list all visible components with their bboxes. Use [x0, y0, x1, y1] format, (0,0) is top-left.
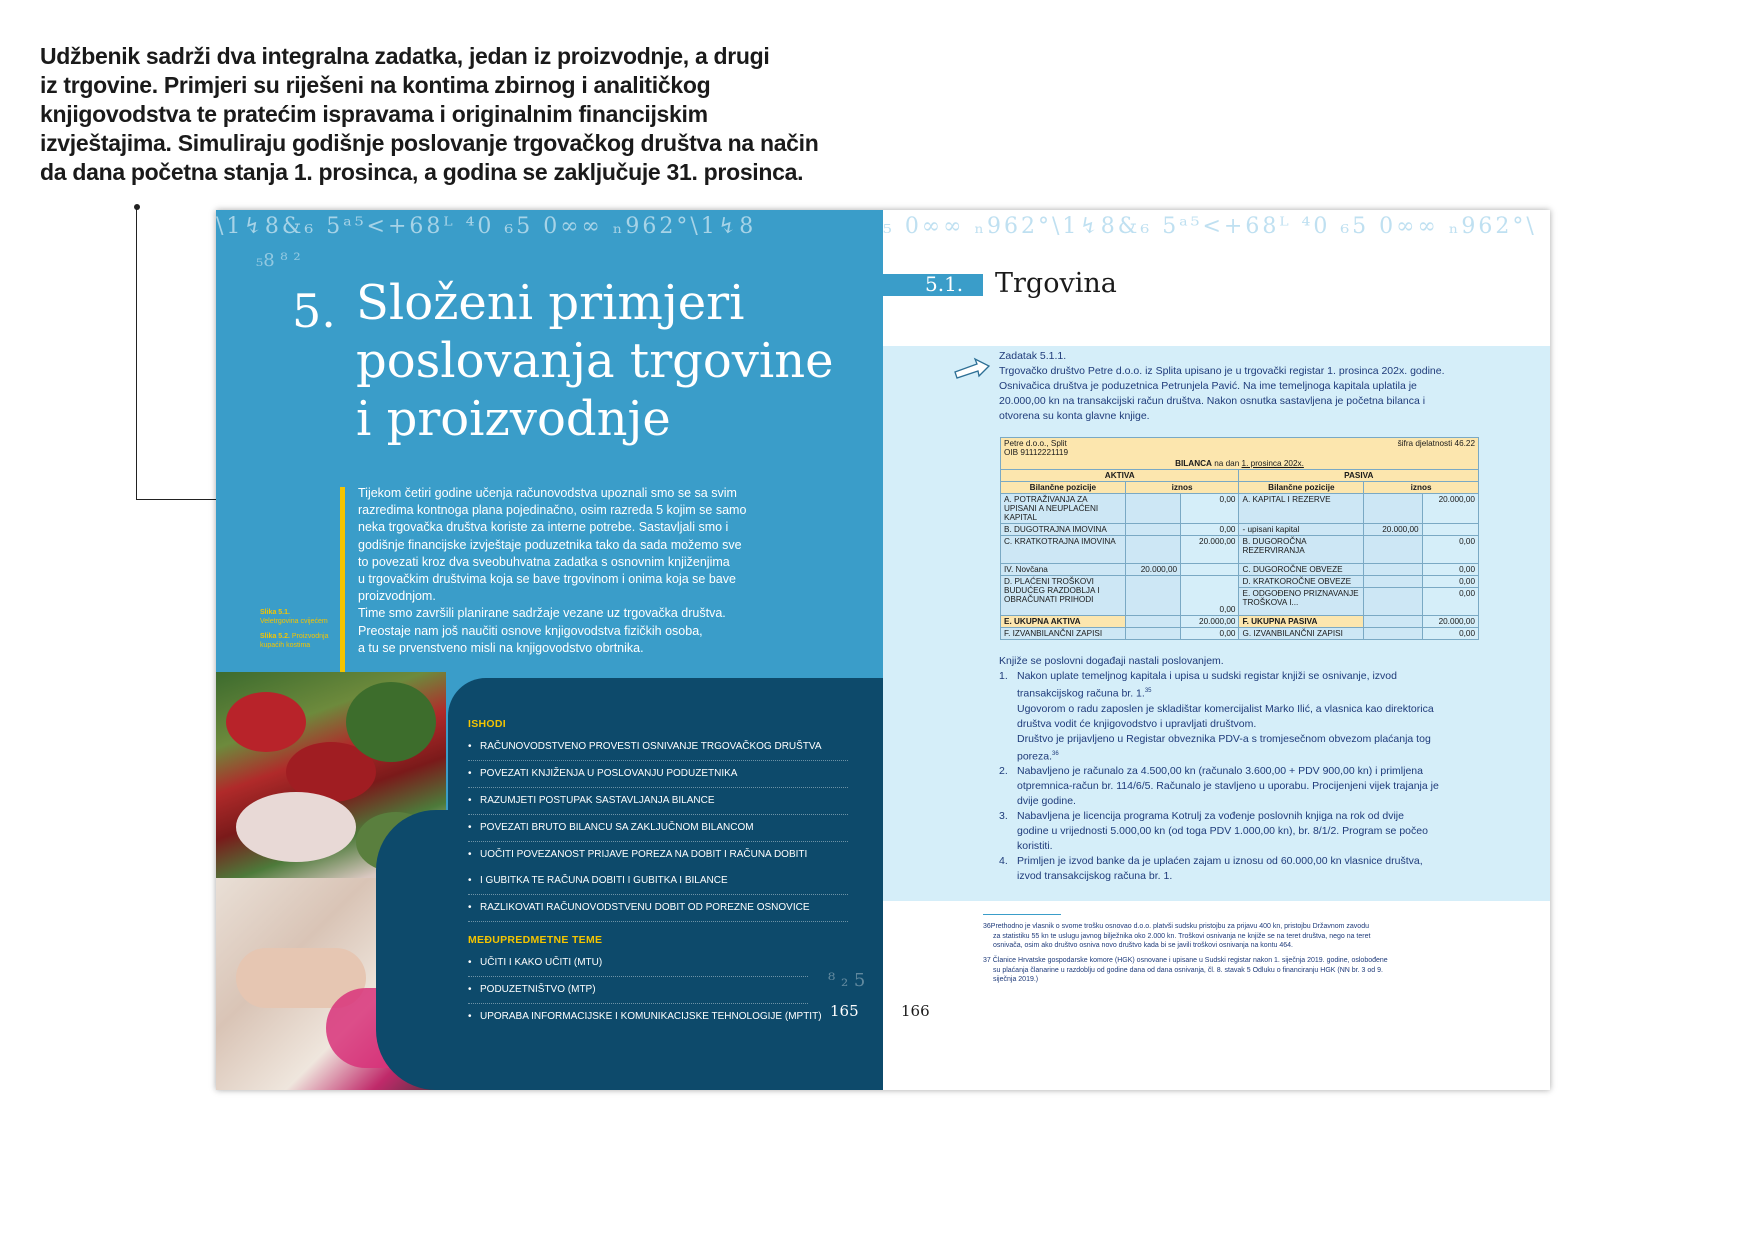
off-balance-label: F. IZVANBILANČNI ZAPISI: [1001, 628, 1126, 640]
table-row: [1001, 564, 1479, 576]
decorative-numbers: ⁸ ₂ 5: [828, 970, 866, 991]
off-balance-amount: 0,00: [1181, 628, 1239, 640]
footnote-line: osnivača, osim ako društvo osniva novo društvo kada bi se javili troškovi osnivanja na kontu 464.: [993, 942, 1293, 949]
pasiva-header: PASIVA: [1239, 470, 1479, 482]
table-cell: 20.000,00: [1364, 524, 1422, 536]
event-item: 1. Nakon uplate temeljnog kapitala i upisa u sudski registar knjiži se osnivanje, izvod: [999, 670, 1397, 682]
intro-para-line: Preostaje nam još naučiti osnove knjigovodstva fizičkih osoba,: [358, 623, 703, 638]
task-line: 20.000,00 kn na transakcijski račun društva. Nakon osnutka sastavljena je početna bilanca i: [999, 395, 1426, 407]
outcome-item: • RAZLIKOVATI RAČUNOVODSTVENU DOBIT OD POREZNE OSNOVICE: [468, 895, 848, 922]
table-cell: B. DUGOROČNA REZERVIRANJA: [1239, 536, 1364, 564]
column-header: iznos: [1364, 482, 1479, 494]
figure-caption: [260, 632, 335, 650]
footnote-line: su plaćanja članarine u razdoblju od godine dana od dana osnivanja, čl. 8. stavak 5 Odluku o financiranju HGK (NN br. 3 od 9.: [993, 966, 1383, 974]
chapter-intro: [358, 485, 758, 657]
intro-line: knjigovodstva te pratećim ispravama i originalnim financijskim: [40, 101, 708, 127]
table-cell: [1364, 588, 1422, 616]
chapter-title-line: Složeni primjeri: [356, 275, 745, 331]
column-header: Bilančne pozicije: [1001, 482, 1126, 494]
footnote: [983, 956, 1423, 985]
page-number: 166: [901, 1002, 930, 1020]
table-cell: [1125, 576, 1180, 616]
outcome-item-continued: • I GUBITKA TE RAČUNA DOBITI I GUBITKA I BILANCE: [468, 868, 848, 895]
intro-line: iz trgovine. Primjeri su riješeni na kontima zbirnog i analitičkog: [40, 72, 711, 98]
activity-code: šifra djelatnosti 46.22: [1397, 439, 1475, 448]
table-cell: C. DUGOROČNE OBVEZE: [1239, 564, 1364, 576]
outcome-item: • RAČUNOVODSTVENO PROVESTI OSNIVANJE TRGOVAČKOG DRUŠTVA: [468, 734, 848, 761]
left-page: [216, 210, 883, 1090]
table-total-row: [1001, 616, 1479, 628]
event-item: 2. Nabavljeno je računalo za 4.500,00 kn (računalo 3.600,00 + PDV 900,00 kn) i primljena: [999, 765, 1423, 777]
event-line: transakcijskog računa br. 1.35: [1017, 687, 1152, 700]
events-list: [999, 654, 1519, 884]
section-title: Trgovina: [995, 268, 1117, 299]
event-line: Ugovorom o radu zaposlen je skladištar komercijalist Marko Ilić, a vlasnica kao direktorica: [1017, 702, 1434, 715]
off-balance-amount: 0,00: [1422, 628, 1478, 640]
chapter-title-line: poslovanja trgovine: [356, 333, 834, 389]
table-cell: D. KRATKOROČNE OBVEZE: [1239, 576, 1364, 588]
intro-para-line: razredima kontnoga plana pojedinačno, osim razreda 5 kojim se samo: [358, 503, 747, 518]
outcome-item: • UOČITI POVEZANOST PRIJAVE POREZA NA DOBIT I RAČUNA DOBITI: [468, 842, 848, 868]
themes-list: [468, 950, 822, 1030]
column-header: Bilančne pozicije: [1239, 482, 1364, 494]
total-aktiva-label: E. UKUPNA AKTIVA: [1001, 616, 1126, 628]
table-cell: 0,00: [1422, 564, 1478, 576]
footnote-line: 36Prethodno je vlasnik o svome trošku osnovao d.o.o. platvši sudsku pristojbu za prijavu 400 kn, pristojbu Državnom zavodu: [983, 923, 1369, 930]
table-title-row: [1001, 458, 1479, 470]
intro-para-line: proizvodnjom.: [358, 589, 436, 604]
intro-line: da dana početna stanja 1. prosinca, a godina se zaključuje 31. prosinca.: [40, 159, 804, 185]
table-cell: A. KAPITAL I REZERVE: [1239, 494, 1364, 524]
intro-para-line: u trgovačkim društvima koja se bave trgovinom i onima koja se bave: [358, 572, 736, 587]
table-cell: [1364, 494, 1422, 524]
theme-item: • PODUZETNIŠTVO (MTP): [468, 977, 808, 1004]
footnote-rule: [983, 914, 1061, 915]
caption-text: Veletrgovina cvijećem: [260, 618, 328, 625]
table-cell: [1181, 564, 1239, 576]
leader-line-vertical: [136, 207, 137, 499]
table-cell: [1125, 524, 1180, 536]
themes-heading: MEĐUPREDMETNE TEME: [468, 934, 603, 946]
table-cell: 20.000,00: [1125, 564, 1180, 576]
chapter-title: [356, 274, 876, 448]
table-row: [1001, 482, 1479, 494]
company-cell: [1001, 438, 1239, 459]
aktiva-header: AKTIVA: [1001, 470, 1239, 482]
activity-code-cell: [1239, 438, 1479, 459]
intro-line: izvještajima. Simuliraju godišnje poslovanje trgovačkog društva na način: [40, 130, 819, 156]
table-cell: [1364, 576, 1422, 588]
event-line: poreza.$^{36}$: [1017, 750, 1059, 762]
table-row: [1001, 470, 1479, 482]
event-line: društva vodit će knjigovodstvo i upravljati društvom.: [1017, 717, 1257, 730]
event-line: godine u vrijednosti 5.000,00 kn (od toga PDV 1.000,00 kn), br. 8/1/2. Program se počeo: [1017, 825, 1428, 837]
event-line: izvod transakcijskog računa br. 1.: [1017, 870, 1173, 882]
accent-bar: [340, 487, 345, 697]
task-text: [999, 349, 1499, 424]
balance-sheet-table: [1000, 437, 1479, 640]
intro-para-line: godišnje financijske izvještaje poduzetnika tako da sada možemo sve: [358, 537, 742, 552]
theme-item: • UČITI I KAKO UČITI (MTU): [468, 950, 808, 977]
decorative-numbers: ₅8 ⁸ ²: [256, 250, 301, 271]
table-header-row: [1001, 438, 1479, 459]
section-number: 5.1.: [925, 272, 964, 296]
column-header: iznos: [1125, 482, 1239, 494]
event-line: Društvo je prijavljeno u Registar obveznika PDV-a s tromjesečnom obvezom plaćanja tog: [1017, 732, 1431, 745]
outcome-item: • POVEZATI KNJIŽENJA U POSLOVANJU PODUZETNIKA: [468, 761, 848, 788]
company-name: Petre d.o.o., Split: [1004, 439, 1067, 448]
table-row: [1001, 524, 1479, 536]
outcomes-heading: ISHODI: [468, 718, 506, 730]
table-cell: E. ODGOĐENO PRIZNAVANJE TROŠKOVA I...: [1239, 588, 1364, 616]
intro-para-line: a tu se prvenstveno misli na knjigovodstvo obrtnika.: [358, 640, 644, 655]
event-item: 3. Nabavljena je licencija programa Kotrulj za vođenje poslovnih knjiga na rok od dvije: [999, 810, 1404, 822]
decorative-numbers: ₅ 0∞∞ ₙ962°\1↯8&₆ 5ᵃ⁵<+68ᴸ ⁴0 ₆5 0∞∞ ₙ962°\: [883, 214, 1537, 239]
events-intro: Knjiže se poslovni događaji nastali poslovanjem.: [999, 655, 1224, 667]
footnote-line: 37 Članice Hrvatske gospodarske komore (HGK) osnovane i upisane u Sudski registar nakon 1. siječnja 2019. godine, oslobođene: [983, 957, 1388, 964]
leader-dot: [134, 204, 140, 210]
arrow-icon: [953, 356, 993, 380]
outcome-item: • RAZUMJETI POSTUPAK SASTAVLJANJA BILANCE: [468, 788, 848, 815]
caption-label: Slika 5.2.: [260, 633, 290, 640]
table-cell: [1125, 494, 1180, 524]
table-row: [1001, 536, 1479, 564]
task-line: Osnivačica društva je poduzetnica Petrunjela Pavić. Na ime temeljnoga kapitala uplatila je: [999, 380, 1417, 392]
theme-item: • UPORABA INFORMACIJSKE I KOMUNIKACIJSKE TEHNOLOGIJE (MPTIT): [468, 1004, 808, 1030]
table-cell: [1364, 536, 1422, 564]
task-line: otvorena su konta glavne knjige.: [999, 410, 1150, 422]
table-row: [1001, 494, 1479, 524]
task-line: Trgovačko društvo Petre d.o.o. iz Splita upisano je u trgovački registar 1. prosinca 202x. godine.: [999, 365, 1445, 377]
table-cell: 0,00: [1422, 536, 1478, 564]
event-line: dvije godine.: [1017, 795, 1076, 807]
right-page: [883, 210, 1550, 1090]
table-cell: [1364, 564, 1422, 576]
table-cell: [1125, 536, 1180, 564]
chapter-title-line: i proizvodnje: [356, 391, 671, 447]
event-item: 4. Primljen je izvod banke da je uplaćen zajam u iznosu od 60.000,00 kn vlasnice društva,: [999, 855, 1423, 867]
intro-para-line: to povezati kroz dva sveobuhvatna zadatka s osnovnim knjiženjima: [358, 554, 730, 569]
event-line: koristiti.: [1017, 840, 1053, 852]
table-cell: [1422, 524, 1478, 536]
footnote: [983, 922, 1423, 951]
page-number: 165: [830, 1002, 859, 1020]
intro-para-line: Tijekom četiri godine učenja računovodstva upoznali smo se sa svim: [358, 486, 737, 500]
total-pasiva-amount: 20.000,00: [1422, 616, 1478, 628]
caption-text: Proizvodnja kupaćih kostima: [260, 633, 329, 649]
intro-text: [40, 42, 840, 187]
table-cell: 0,00: [1181, 494, 1239, 524]
figure-caption: [260, 608, 335, 626]
outcome-item: • POVEZATI BRUTO BILANCU SA ZAKLJUČNOM BILANCOM: [468, 815, 848, 842]
table-title: BILANCA na dan 1. prosinca 202x.: [1001, 458, 1479, 470]
intro-para-line: neka trgovačka društva koriste za interne potrebe. Sastavljali smo i: [358, 520, 729, 535]
table-cell: 0,00: [1422, 588, 1478, 616]
footnote-line: siječnja 2019.): [993, 976, 1039, 983]
total-aktiva-amount: 20.000,00: [1181, 616, 1239, 628]
caption-label: Slika 5.1.: [260, 609, 290, 616]
intro-para-line: Time smo završili planirane sadržaje vezane uz trgovačka društva.: [358, 606, 726, 621]
off-balance-label: G. IZVANBILANČNI ZAPISI: [1239, 628, 1364, 640]
task-label: Zadatak 5.1.1.: [999, 350, 1067, 362]
table-cell: A. POTRAŽIVANJA ZA UPISANI A NEUPLAĆENI KAPITAL: [1001, 494, 1126, 524]
table-cell: 20.000,00: [1181, 536, 1239, 564]
decorative-numbers: \1↯8&₆ 5ᵃ⁵<+68ᴸ ⁴0 ₆5 0∞∞ ₙ962°\1↯8: [216, 214, 757, 239]
table-row: [1001, 628, 1479, 640]
table-cell: 20.000,00: [1422, 494, 1478, 524]
table-cell: IV. Novčana: [1001, 564, 1126, 576]
table-row: [1001, 576, 1479, 588]
table-cell: 0,00: [1422, 576, 1478, 588]
total-pasiva-label: F. UKUPNA PASIVA: [1239, 616, 1364, 628]
event-line: otpremnica-račun br. 114/6/5. Računalo je stavljeno u uporabu. Procijenjeni vijek trajanja je: [1017, 780, 1439, 792]
chapter-number: 5.: [292, 284, 336, 338]
outcomes-list: [468, 734, 848, 922]
table-cell: - upisani kapital: [1239, 524, 1364, 536]
table-cell: 0,00: [1181, 576, 1239, 616]
table-cell: D. PLAĆENI TROŠKOVI BUDUĆEG RAZDOBLJA I OBRAČUNATI PRIHODI: [1001, 576, 1126, 616]
intro-line: Udžbenik sadrži dva integralna zadatka, jedan iz proizvodnje, a drugi: [40, 43, 770, 69]
table-cell: B. DUGOTRAJNA IMOVINA: [1001, 524, 1126, 536]
footnote-line: za statistiku 55 kn te uslugu javnog bilježnika oko 2.000 kn. Troškovi osnivanja ne knjiže se na teret društva, nego na teret: [993, 932, 1371, 940]
company-oib: OIB 91112221119: [1004, 448, 1069, 457]
table-cell: 0,00: [1181, 524, 1239, 536]
book-spread: [216, 210, 1550, 1090]
table-cell: C. KRATKOTRAJNA IMOVINA: [1001, 536, 1126, 564]
